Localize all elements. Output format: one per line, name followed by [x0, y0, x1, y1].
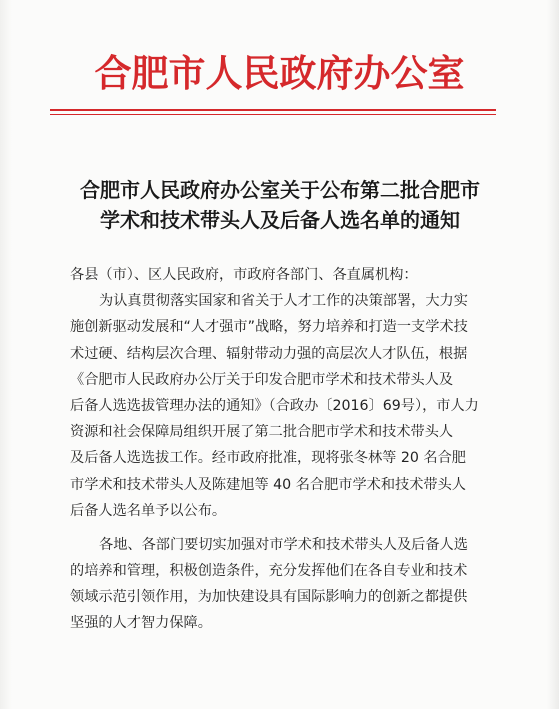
paragraph-line: 各地、各部门要切实加强对市学术和技术带头人及后备人选 — [99, 536, 468, 553]
paragraph-line: 及后备人选选拔工作。经市政府批准，现将张冬林等 20 名合肥 — [70, 450, 466, 467]
paragraph-2 — [70, 532, 490, 637]
paragraph-line: 术过硬、结构层次合理、辐射带动力强的高层次人才队伍，根据 — [70, 345, 468, 362]
masthead-title: 合肥市人民政府办公室 — [94, 51, 465, 95]
paragraph-line: 后备人选名单予以公布。 — [70, 502, 227, 519]
document-title — [60, 175, 500, 235]
document-title-line: 学术和技术带头人及后备人选名单的通知 — [100, 208, 460, 232]
paragraph-line: 施创新驱动发展和“人才强市”战略，努力培养和打造一支学术技 — [70, 319, 468, 336]
paragraph-1 — [70, 288, 490, 524]
paragraph-line: 为认真贯彻落实国家和省关于人才工作的决策部署，大力实 — [99, 293, 468, 310]
masthead-red-rule — [50, 109, 496, 111]
paragraph-line: 的培养和管理，积极创造条件，充分发挥他们在各自专业和技术 — [70, 563, 468, 580]
masthead-red-rule-thin — [50, 114, 496, 115]
paragraph-line: 坚强的人才智力保障。 — [70, 615, 212, 632]
paragraph-line: 市学术和技术带头人及陈建旭等 40 名合肥市学术和技术带头人 — [70, 476, 466, 493]
paragraph-line: 资源和社会保障局组织开展了第二批合肥市学术和技术带头人 — [70, 424, 454, 441]
paragraph-gap — [70, 524, 490, 532]
document-title-line: 合肥市人民政府办公室关于公布第二批合肥市 — [80, 178, 480, 202]
paragraph-line: 《合肥市人民政府办公厅关于印发合肥市学术和技术带头人及 — [70, 371, 454, 388]
salutation: 各县（市）、区人民政府，市政府各部门、各直属机构： — [70, 267, 418, 283]
document-body — [70, 262, 490, 637]
paragraph-line: 领域示范引领作用，为加快建设具有国际影响力的创新之都提供 — [70, 589, 468, 606]
paragraph-line: 后备人选选拔管理办法的通知》（合政办〔2016〕69号），市人力 — [70, 397, 479, 414]
